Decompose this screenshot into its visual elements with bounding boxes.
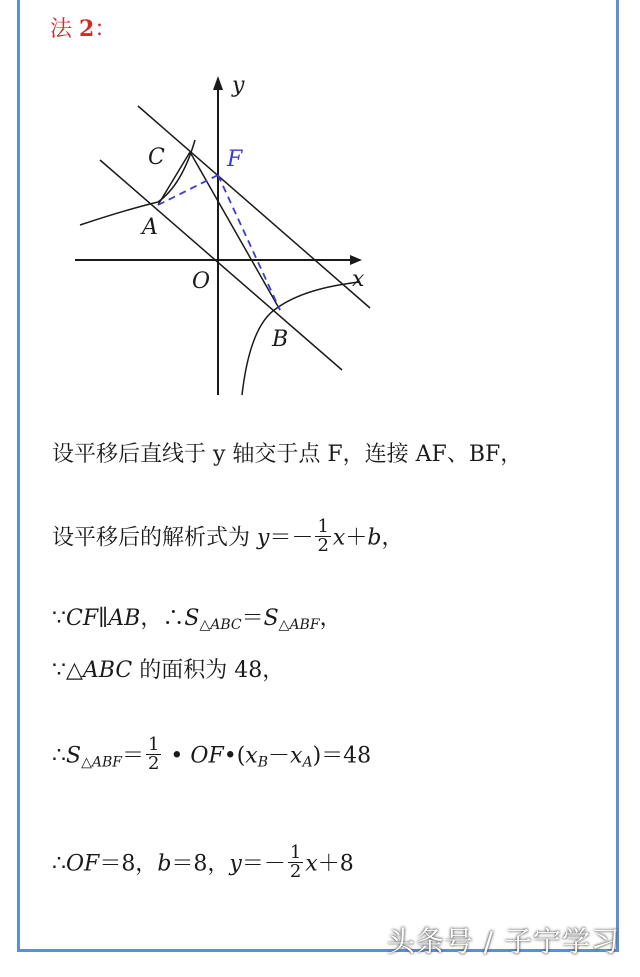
line-6-pre: ∴ [52, 851, 66, 877]
y-axis-arrow [213, 76, 223, 90]
label-a: A [142, 215, 158, 240]
solution-line-4 [52, 656, 284, 686]
line-cf [138, 106, 370, 308]
line-5-sub: △ABF [81, 754, 122, 771]
line-3-sub2: △ABF [278, 617, 320, 633]
line-5-minus: － [268, 743, 291, 769]
line-5-pre: ∴ [52, 743, 66, 769]
line-3-s1: S [184, 606, 200, 631]
line-3-s2: S [263, 606, 279, 631]
line-4-post: 的面积为 48， [132, 658, 285, 683]
line-2-pre: 设平移后的解析式为 [52, 525, 257, 551]
line-2-plus: ＋ [345, 525, 368, 551]
line-5-eq: ＝ [121, 743, 144, 769]
line-2-den: 2 [317, 535, 329, 556]
line-3-cf: CF [66, 606, 99, 631]
method-heading [50, 12, 116, 43]
line-6-y: y [229, 851, 242, 877]
line-5-fraction [146, 736, 161, 773]
line-3-parallel: ∥ [98, 606, 109, 631]
line-6-of: OF [66, 851, 100, 877]
line-4-abc: ABC [82, 658, 133, 683]
line-3-mid: ，∴ [140, 606, 185, 631]
line-ab [100, 160, 342, 370]
coordinate-figure [70, 70, 390, 400]
line-5-b: B [257, 754, 268, 771]
solution-line-2 [52, 516, 404, 557]
line-6-x: x [305, 851, 318, 877]
label-y: y [232, 73, 245, 98]
line-6-b: b [157, 851, 172, 877]
solution-line-1 [52, 440, 522, 470]
heading-suffix: ： [94, 17, 117, 42]
heading-number: 2 [79, 16, 95, 42]
line-5-of: OF [190, 743, 224, 769]
line-5-den: 2 [147, 753, 160, 774]
line-6-eq2: ＝8， [171, 851, 230, 877]
label-c: C [148, 145, 165, 170]
line-2-x: x [332, 525, 346, 551]
line-2-b: b [367, 525, 382, 551]
line-5-a: A [302, 754, 313, 771]
label-f: F [227, 147, 243, 172]
line-2-fraction [315, 518, 330, 555]
line-6-fraction [288, 844, 303, 881]
line-2-y: y [257, 525, 270, 551]
x-axis-arrow [350, 255, 362, 265]
line-6-den: 2 [289, 861, 302, 882]
line-2-eq: ＝－ [269, 525, 314, 551]
line-1-text: 设平移后直线于 y 轴交于点 F，连接 AF、BF， [52, 442, 523, 467]
watermark: 头条号 / 子宁学习 [386, 925, 620, 958]
line-3-ab: AB [108, 606, 141, 631]
line-3-eq: ＝ [241, 606, 264, 631]
line-3-pre: ∵ [52, 606, 66, 631]
line-6-end: ＋8 [317, 851, 354, 877]
line-6-num: 1 [289, 842, 302, 863]
label-b: B [272, 327, 289, 352]
solution-line-3 [52, 604, 342, 640]
line-5-dot: • [163, 743, 191, 769]
hyperbola-branch-upper-left [80, 140, 195, 225]
line-6-eq1: ＝8， [99, 851, 158, 877]
line-5-xb: x [245, 743, 258, 769]
line-4-pre: ∵△ [52, 658, 83, 683]
line-2-num: 1 [317, 516, 329, 537]
line-2-end: ， [381, 525, 404, 551]
label-origin: O [192, 269, 211, 294]
line-5-s: S [66, 743, 82, 769]
label-x: x [352, 267, 365, 292]
line-6-eq3: ＝－ [241, 851, 286, 877]
heading-label: 法 [50, 17, 79, 42]
line-5-dot2: •( [223, 743, 246, 769]
line-5-end: )＝48 [312, 743, 372, 769]
line-3-end: ， [319, 606, 342, 631]
line-5-xa: x [290, 743, 303, 769]
line-5-num: 1 [147, 734, 160, 755]
solution-line-6 [52, 842, 354, 883]
line-3-sub1: △ABC [199, 617, 242, 633]
solution-line-5 [52, 734, 372, 778]
